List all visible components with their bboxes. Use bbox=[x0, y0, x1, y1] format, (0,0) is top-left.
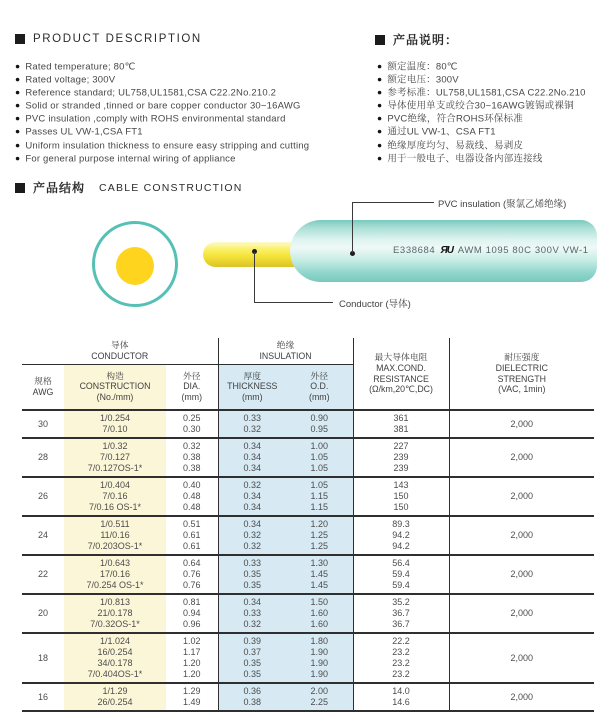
cell-line: 14.6 bbox=[392, 697, 410, 707]
cell-line: 7/0.404OS-1* bbox=[87, 669, 143, 679]
table-row bbox=[22, 410, 594, 438]
bullet-icon: ● bbox=[15, 152, 21, 163]
cell-line: 0.34 bbox=[243, 597, 262, 607]
square-bullet-icon bbox=[375, 35, 385, 45]
bullet-icon: ● bbox=[377, 87, 383, 98]
conductor-core-dot bbox=[116, 247, 154, 285]
bullet-icon: ● bbox=[15, 61, 21, 71]
product-description-list bbox=[15, 60, 375, 165]
notes-item bbox=[377, 112, 603, 125]
cell-line: 0.32 bbox=[243, 530, 262, 540]
cell-od bbox=[286, 633, 353, 683]
cell-line: 94.2 bbox=[392, 530, 410, 540]
spec-table bbox=[22, 338, 594, 712]
cell-resistance bbox=[353, 594, 449, 633]
cable-print-text bbox=[393, 245, 589, 256]
description-item bbox=[15, 86, 375, 99]
cell-line: 0.48 bbox=[182, 502, 201, 512]
cell-od bbox=[286, 594, 353, 633]
cell-line: 16/0.254 bbox=[97, 647, 133, 657]
cell-line: 59.4 bbox=[392, 569, 410, 579]
cell-line: 7/0.16 bbox=[102, 491, 128, 501]
cell-line: 0.96 bbox=[182, 619, 201, 629]
cell-resistance bbox=[353, 555, 449, 594]
cell-construction bbox=[64, 555, 166, 594]
bullet-text: Rated voltage; 300V bbox=[25, 74, 116, 86]
cell-line: 361 bbox=[393, 413, 409, 423]
cell-line: 0.32 bbox=[243, 480, 262, 490]
cell-thickness bbox=[218, 555, 286, 594]
bullet-text: 用于一般电子、电器设备内部连接线 bbox=[387, 153, 543, 165]
cell-line: 0.61 bbox=[182, 541, 201, 551]
cell-line: 7/0.127OS-1* bbox=[87, 463, 143, 473]
cell-dia bbox=[166, 477, 218, 516]
cell-line: 0.76 bbox=[182, 580, 201, 590]
cell-od bbox=[286, 438, 353, 477]
header-dia: 外径 DIA. (mm) bbox=[166, 364, 218, 410]
cell-line: 1.25 bbox=[310, 530, 329, 540]
cell-line: 0.95 bbox=[310, 424, 329, 434]
group-header-conductor: 导体 CONDUCTOR bbox=[22, 338, 218, 364]
square-bullet-icon bbox=[15, 183, 25, 193]
cell-line: 1.20 bbox=[182, 669, 201, 679]
cell-line: 1.90 bbox=[310, 658, 329, 668]
cell-line: 0.30 bbox=[182, 424, 201, 434]
cell-resistance bbox=[353, 516, 449, 555]
cell-line: 1/0.813 bbox=[99, 597, 131, 607]
cert-number: E338684 bbox=[393, 245, 436, 256]
header-strength: 耐压强度 DIELECTRIC STRENGTH (VAC, 1min) bbox=[449, 338, 594, 410]
cell-resistance bbox=[353, 438, 449, 477]
cell-thickness bbox=[218, 477, 286, 516]
cell-line: 0.90 bbox=[310, 413, 329, 423]
cell-line: 0.76 bbox=[182, 569, 201, 579]
description-item bbox=[15, 139, 375, 152]
description-item bbox=[15, 152, 375, 165]
cell-thickness bbox=[218, 594, 286, 633]
cell-line: 1.80 bbox=[310, 636, 329, 646]
cell-resistance bbox=[353, 633, 449, 683]
product-notes-list bbox=[377, 60, 603, 165]
section-title-cn: 产品结构 bbox=[33, 181, 86, 195]
cell-strength: 2,000 bbox=[449, 438, 594, 477]
cell-line: 11/0.16 bbox=[100, 530, 130, 540]
bullet-text: Uniform insulation thickness to ensure easy stripping and cutting bbox=[25, 140, 310, 152]
cell-thickness bbox=[218, 633, 286, 683]
cell-thickness bbox=[218, 683, 286, 711]
cell-line: 143 bbox=[393, 480, 409, 490]
cell-line: 1/1.024 bbox=[99, 636, 131, 646]
cell-awg: 30 bbox=[22, 410, 64, 438]
cell-awg: 28 bbox=[22, 438, 64, 477]
cell-line: 0.35 bbox=[243, 569, 262, 579]
cell-line: 1/1.29 bbox=[102, 686, 128, 696]
notes-item bbox=[377, 73, 603, 86]
cell-resistance bbox=[353, 410, 449, 438]
cell-line: 0.34 bbox=[243, 441, 262, 451]
cell-construction bbox=[64, 594, 166, 633]
cell-line: 1.15 bbox=[310, 491, 329, 501]
header-thickness: 厚度 THICKNESS (mm) bbox=[218, 364, 286, 410]
cell-line: 59.4 bbox=[392, 580, 410, 590]
conductor-label: Conductor (导体) bbox=[339, 299, 411, 310]
cell-line: 7/0.32OS-1* bbox=[90, 619, 140, 629]
bullet-icon: ● bbox=[377, 152, 383, 163]
cell-line: 0.35 bbox=[243, 580, 262, 590]
bullet-text: PVC insulation ,comply with ROHS environmental standard bbox=[25, 113, 286, 125]
cell-strength: 2,000 bbox=[449, 555, 594, 594]
cell-strength: 2,000 bbox=[449, 410, 594, 438]
cell-line: 0.32 bbox=[243, 424, 262, 434]
bullet-icon: ● bbox=[15, 100, 21, 111]
cell-line: 150 bbox=[393, 491, 409, 501]
cell-line: 23.2 bbox=[392, 669, 410, 679]
bullet-icon: ● bbox=[15, 126, 21, 137]
cable-construction-title bbox=[15, 179, 243, 196]
cell-dia bbox=[166, 594, 218, 633]
cell-line: 1/0.404 bbox=[99, 480, 131, 490]
cell-line: 0.34 bbox=[243, 502, 262, 512]
bullet-icon: ● bbox=[377, 74, 383, 85]
table-row bbox=[22, 633, 594, 683]
cell-dia bbox=[166, 555, 218, 594]
cell-line: 7/0.10 bbox=[102, 424, 128, 434]
insulation-leader-line bbox=[352, 202, 353, 253]
cell-line: 1.60 bbox=[310, 608, 329, 618]
cell-line: 1.05 bbox=[310, 480, 329, 490]
cell-awg: 18 bbox=[22, 633, 64, 683]
description-item bbox=[15, 125, 375, 138]
cell-line: 0.32 bbox=[243, 541, 262, 551]
cell-line: 0.34 bbox=[243, 491, 262, 501]
cell-line: 1/0.643 bbox=[99, 558, 131, 568]
bullet-icon: ● bbox=[377, 126, 383, 137]
cell-line: 34/0.178 bbox=[97, 658, 133, 668]
cell-line: 89.3 bbox=[392, 519, 410, 529]
cell-line: 1.49 bbox=[182, 697, 201, 707]
square-bullet-icon bbox=[15, 34, 25, 44]
bullet-icon: ● bbox=[377, 113, 383, 124]
section-title-text: PRODUCT DESCRIPTION bbox=[33, 33, 202, 45]
cell-line: 7/0.16 OS-1* bbox=[88, 502, 142, 512]
table-row bbox=[22, 683, 594, 711]
cell-line: 1.00 bbox=[310, 441, 329, 451]
cable-spec-text: AWM 1095 80C 300V VW-1 bbox=[457, 245, 589, 256]
header-resistance: 最大导体电阻 MAX.COND. RESISTANCE (Ω/km,20℃,DC) bbox=[353, 338, 449, 410]
table-row bbox=[22, 516, 594, 555]
description-item bbox=[15, 60, 375, 73]
cell-line: 94.2 bbox=[392, 541, 410, 551]
cable-cross-section bbox=[92, 221, 178, 307]
bullet-text: 额定温度：80℃ bbox=[387, 61, 458, 73]
product-description-title bbox=[15, 33, 202, 45]
cell-strength: 2,000 bbox=[449, 633, 594, 683]
cell-od bbox=[286, 555, 353, 594]
cell-line: 2.25 bbox=[310, 697, 329, 707]
cell-construction bbox=[64, 438, 166, 477]
table-group-header-row bbox=[22, 338, 594, 364]
bullet-text: PVC绝缘，符合ROHS环保标准 bbox=[387, 113, 524, 125]
cell-line: 0.61 bbox=[182, 530, 201, 540]
cell-line: 1.20 bbox=[310, 519, 329, 529]
notes-item bbox=[377, 60, 603, 73]
table-row bbox=[22, 594, 594, 633]
cell-line: 1.90 bbox=[310, 669, 329, 679]
cell-dia bbox=[166, 683, 218, 711]
cell-line: 36.7 bbox=[392, 619, 410, 629]
cell-line: 7/0.127 bbox=[99, 452, 131, 462]
notes-item bbox=[377, 125, 603, 138]
bullet-icon: ● bbox=[377, 139, 383, 150]
cell-dia bbox=[166, 410, 218, 438]
product-notes-title bbox=[375, 31, 458, 48]
bullet-icon: ● bbox=[15, 139, 21, 150]
cell-line: 0.38 bbox=[243, 697, 262, 707]
bullet-text: 额定电压：300V bbox=[387, 74, 459, 86]
cell-thickness bbox=[218, 410, 286, 438]
cell-line: 36.7 bbox=[392, 608, 410, 618]
cell-line: 1.45 bbox=[310, 580, 329, 590]
notes-item bbox=[377, 139, 603, 152]
cell-resistance bbox=[353, 477, 449, 516]
cell-line: 0.33 bbox=[243, 558, 262, 568]
table-row bbox=[22, 477, 594, 516]
insulation-label: PVC insulation (聚氯乙烯绝缘) bbox=[438, 199, 567, 210]
bullet-icon: ● bbox=[15, 113, 21, 124]
cell-line: 0.94 bbox=[182, 608, 201, 618]
cell-line: 381 bbox=[393, 424, 409, 434]
cell-line: 23.2 bbox=[392, 647, 410, 657]
cell-line: 0.39 bbox=[243, 636, 262, 646]
cell-line: 1.05 bbox=[310, 463, 329, 473]
cell-line: 1.05 bbox=[310, 452, 329, 462]
bullet-text: 绝缘厚度均匀、易裁线、易剥皮 bbox=[387, 140, 524, 152]
spec-table-body bbox=[22, 410, 594, 711]
cell-strength: 2,000 bbox=[449, 516, 594, 555]
cell-line: 1.20 bbox=[182, 658, 201, 668]
cell-awg: 20 bbox=[22, 594, 64, 633]
cell-awg: 26 bbox=[22, 477, 64, 516]
cell-dia bbox=[166, 438, 218, 477]
table-row bbox=[22, 555, 594, 594]
cell-line: 0.36 bbox=[243, 686, 262, 696]
cell-line: 0.34 bbox=[243, 519, 262, 529]
cell-awg: 24 bbox=[22, 516, 64, 555]
description-item bbox=[15, 112, 375, 125]
cell-od bbox=[286, 683, 353, 711]
cell-line: 1.30 bbox=[310, 558, 329, 568]
cell-line: 0.32 bbox=[182, 441, 201, 451]
description-item bbox=[15, 73, 375, 86]
cell-line: 7/0.203OS-1* bbox=[87, 541, 143, 551]
cell-line: 14.0 bbox=[392, 686, 410, 696]
bullet-text: For general purpose internal wiring of appliance bbox=[25, 153, 236, 165]
cell-line: 1.25 bbox=[310, 541, 329, 551]
table-row bbox=[22, 438, 594, 477]
cell-line: 0.38 bbox=[182, 463, 201, 473]
cell-line: 1.17 bbox=[182, 647, 201, 657]
cell-line: 1/0.32 bbox=[102, 441, 128, 451]
cell-line: 26/0.254 bbox=[97, 697, 133, 707]
cell-line: 1.50 bbox=[310, 597, 329, 607]
cell-dia bbox=[166, 516, 218, 555]
cell-line: 7/0.254 OS-1* bbox=[86, 580, 144, 590]
cell-line: 1.45 bbox=[310, 569, 329, 579]
cell-line: 1.29 bbox=[182, 686, 201, 696]
cell-line: 0.25 bbox=[182, 413, 201, 423]
cell-construction bbox=[64, 477, 166, 516]
cell-thickness bbox=[218, 516, 286, 555]
cell-line: 239 bbox=[393, 452, 409, 462]
bullet-icon: ● bbox=[15, 74, 21, 85]
header-construction: 构造 CONSTRUCTION (No./mm) bbox=[64, 364, 166, 410]
cell-line: 1/0.254 bbox=[99, 413, 131, 423]
cell-line: 1.60 bbox=[310, 619, 329, 629]
cell-line: 0.81 bbox=[182, 597, 201, 607]
section-title-text: 产品说明： bbox=[393, 33, 459, 47]
header-od: 外径 O.D. (mm) bbox=[286, 364, 353, 410]
notes-item bbox=[377, 152, 603, 165]
cell-line: 23.2 bbox=[392, 658, 410, 668]
insulation-body bbox=[290, 220, 597, 282]
cell-thickness bbox=[218, 438, 286, 477]
ul-recognized-icon: ЯU bbox=[440, 245, 454, 256]
cell-line: 239 bbox=[393, 463, 409, 473]
cell-line: 150 bbox=[393, 502, 409, 512]
cell-od bbox=[286, 516, 353, 555]
cell-line: 2.00 bbox=[310, 686, 329, 696]
cell-od bbox=[286, 410, 353, 438]
cell-line: 21/0.178 bbox=[97, 608, 133, 618]
bullet-icon: ● bbox=[377, 61, 383, 71]
bullet-text: Reference standard; UL758,UL1581,CSA C22.2No.210.2 bbox=[25, 87, 277, 99]
cell-line: 0.32 bbox=[243, 619, 262, 629]
cell-line: 17/0.16 bbox=[99, 569, 131, 579]
description-item bbox=[15, 99, 375, 112]
cell-line: 0.51 bbox=[182, 519, 201, 529]
cell-strength: 2,000 bbox=[449, 477, 594, 516]
cell-line: 0.34 bbox=[243, 452, 262, 462]
notes-item bbox=[377, 99, 603, 112]
cell-construction bbox=[64, 683, 166, 711]
cell-awg: 16 bbox=[22, 683, 64, 711]
cell-line: 0.33 bbox=[243, 608, 262, 618]
cell-line: 0.35 bbox=[243, 658, 262, 668]
bullet-text: 导体使用单支或绞合30~16AWG镀锡或裸铜 bbox=[387, 100, 574, 112]
insulation-leader-line bbox=[352, 202, 434, 203]
cell-resistance bbox=[353, 683, 449, 711]
bullet-text: Rated temperature; 80℃ bbox=[25, 61, 136, 73]
bullet-text: Passes UL VW-1,CSA FT1 bbox=[25, 126, 143, 138]
group-header-insulation: 绝缘 INSULATION bbox=[218, 338, 353, 364]
conductor-leader-line bbox=[254, 252, 255, 302]
cell-construction bbox=[64, 410, 166, 438]
bullet-text: 参考标准：UL758,UL1581,CSA C22.2No.210 bbox=[387, 87, 586, 99]
cell-line: 0.35 bbox=[243, 669, 262, 679]
cell-od bbox=[286, 477, 353, 516]
cell-line: 56.4 bbox=[392, 558, 410, 568]
cell-strength: 2,000 bbox=[449, 594, 594, 633]
notes-item bbox=[377, 86, 603, 99]
cell-line: 0.48 bbox=[182, 491, 201, 501]
cell-construction bbox=[64, 633, 166, 683]
cell-line: 35.2 bbox=[392, 597, 410, 607]
cell-line: 1.02 bbox=[182, 636, 201, 646]
bullet-icon: ● bbox=[377, 100, 383, 111]
cell-strength: 2,000 bbox=[449, 683, 594, 711]
section-title-en: CABLE CONSTRUCTION bbox=[99, 181, 243, 194]
cell-line: 0.40 bbox=[182, 480, 201, 490]
cell-line: 1/0.511 bbox=[100, 519, 130, 529]
cell-line: 1.15 bbox=[310, 502, 329, 512]
header-awg: 规格 AWG bbox=[22, 364, 64, 410]
bullet-icon: ● bbox=[15, 87, 21, 98]
cell-construction bbox=[64, 516, 166, 555]
cell-line: 227 bbox=[393, 441, 409, 451]
cell-line: 0.38 bbox=[182, 452, 201, 462]
cell-line: 0.34 bbox=[243, 463, 262, 473]
cell-line: 22.2 bbox=[392, 636, 410, 646]
bullet-text: Solid or stranded ,tinned or bare copper conductor 30~16AWG bbox=[25, 100, 301, 112]
cell-line: 0.37 bbox=[243, 647, 262, 657]
cell-line: 0.64 bbox=[182, 558, 201, 568]
conductor-leader-line bbox=[254, 302, 333, 303]
bullet-text: 通过UL VW-1、CSA FT1 bbox=[387, 126, 496, 138]
cell-dia bbox=[166, 633, 218, 683]
cell-awg: 22 bbox=[22, 555, 64, 594]
cell-line: 0.33 bbox=[243, 413, 262, 423]
cell-line: 1.90 bbox=[310, 647, 329, 657]
